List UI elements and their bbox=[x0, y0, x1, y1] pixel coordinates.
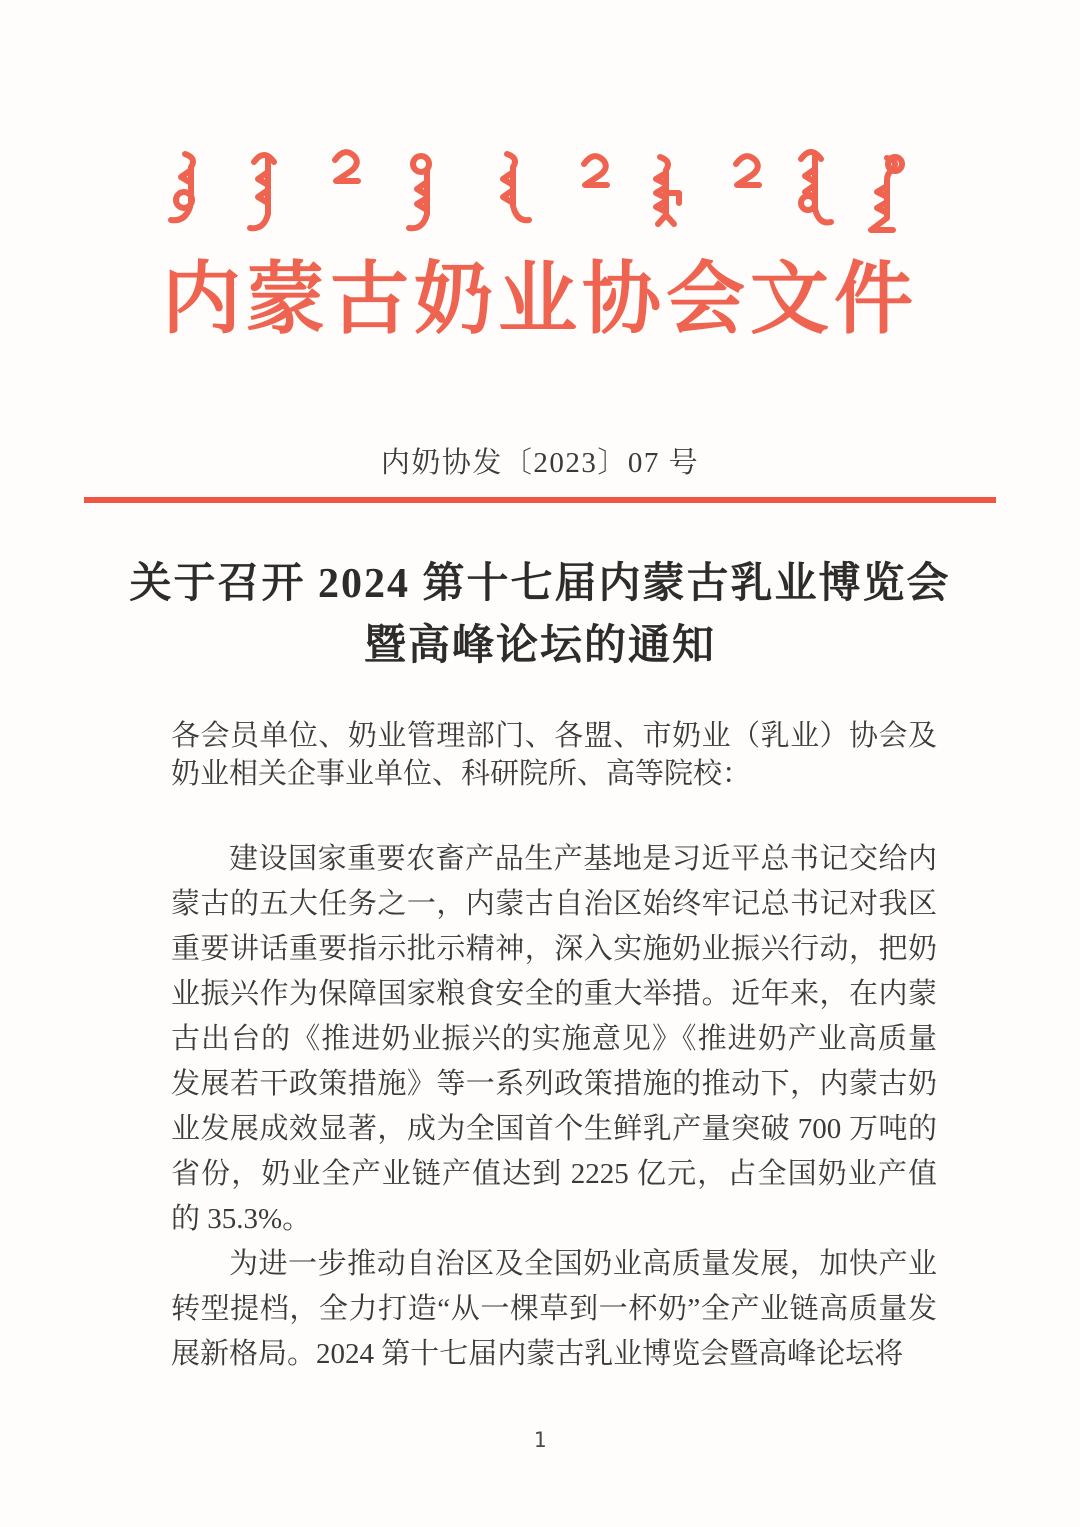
notice-body bbox=[171, 717, 937, 1377]
red-divider-rule bbox=[84, 497, 996, 503]
notice-title-line1: 关于召开 2024 第十七届内蒙古乳业博览会 bbox=[129, 561, 951, 607]
page-number: 1 bbox=[533, 1428, 547, 1452]
org-document-title: 内蒙古奶业协会文件 bbox=[162, 257, 918, 344]
salutation: 各会员单位、奶业管理部门、各盟、市奶业（乳业）协会及奶业相关企事业单位、科研院所、高等院校： bbox=[171, 720, 937, 790]
body-paragraph-1: 建设国家重要农畜产品生产基地是习近平总书记交给内蒙古的五大任务之一，内蒙古自治区始终牢记总书记对我区重要讲话重要指示批示精神，深入实施奶业振兴行动，把奶业振兴作为保障国家粮食安全的重大举措。近年来，在内蒙古出台的《推进奶业振兴的实施意见》《推进奶产业高质量发展若干政策措施》等一系列政策措施的推动下，内蒙古奶业发展成效显著，成为全国首个生鲜乳产量突破 700 万吨的省份，奶业全产业链产值达到 2225 亿元，占全国奶业产值的 35.3%。 bbox=[171, 843, 937, 1235]
doc-number: 内奶协发〔2023〕07 号 bbox=[380, 447, 700, 479]
notice-title bbox=[0, 553, 1080, 677]
notice-title-line2: 暨高峰论坛的通知 bbox=[363, 623, 716, 669]
body-paragraph-2: 为进一步推动自治区及全国奶业高质量发展，加快产业转型提档，全力打造“从一棵草到一杯奶”全产业链高质量发展新格局。2024 第十七届内蒙古乳业博览会暨高峰论坛将 bbox=[171, 1248, 937, 1370]
